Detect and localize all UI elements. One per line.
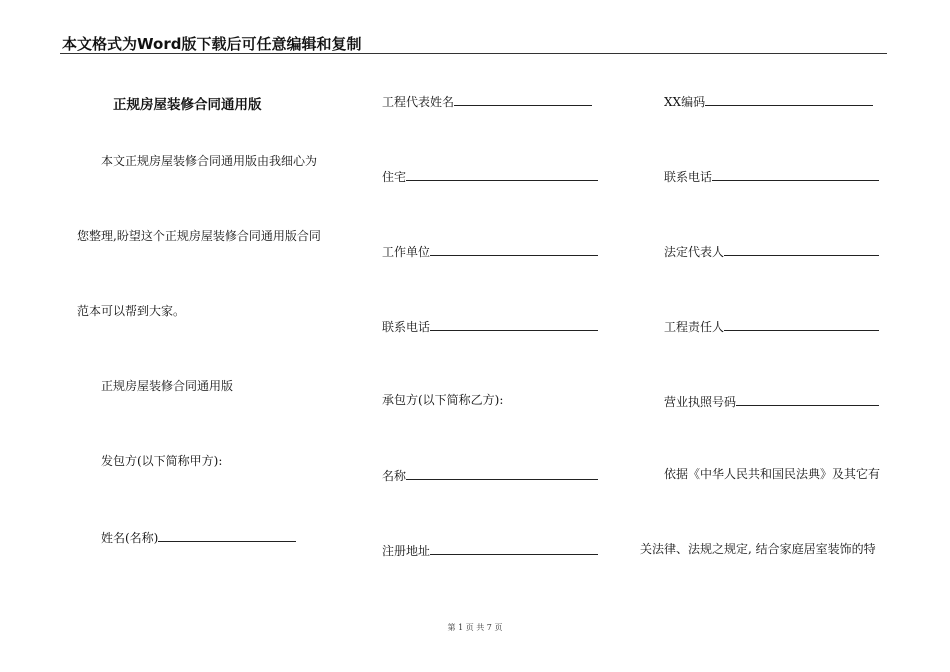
field-label: 注册地址 (382, 544, 431, 558)
field-label: XX编码 (664, 95, 706, 109)
work-unit-field (382, 243, 598, 259)
fill-in-line (430, 318, 598, 331)
intro-line-3: 范本可以帮到大家。 (77, 304, 186, 318)
residence-field (382, 168, 598, 184)
field-label: 住宅 (382, 170, 407, 184)
field-label: 联系电话 (382, 320, 431, 334)
postcode-field (664, 93, 873, 109)
fill-in-line (430, 542, 598, 555)
party-a-name-field (101, 529, 296, 545)
intro-line-2: 您整理,盼望这个正规房屋装修合同通用版合同 (77, 229, 321, 243)
download-banner: 本文格式为Word版下载后可任意编辑和复制 (62, 35, 362, 53)
intro-line-1: 本文正规房屋装修合同通用版由我细心为 (101, 154, 318, 168)
fill-in-line (724, 243, 879, 256)
law-text-line-1: 依据《中华人民共和国民法典》及其它有 (664, 467, 881, 481)
field-label: 法定代表人 (664, 245, 725, 259)
party-b-name-field (382, 467, 598, 483)
field-label: 联系电话 (664, 170, 713, 184)
field-label: 工程代表姓名 (382, 95, 455, 109)
document-title: 正规房屋装修合同通用版 (113, 97, 262, 113)
fill-in-line (406, 168, 598, 181)
contract-subtitle: 正规房屋装修合同通用版 (101, 379, 234, 393)
field-label: 姓名(名称) (101, 531, 159, 545)
fill-in-line (736, 393, 879, 406)
fill-in-line (406, 467, 598, 480)
fill-in-line (430, 243, 598, 256)
party-b-heading: 承包方(以下简称乙方): (382, 393, 504, 407)
fill-in-line (705, 93, 873, 106)
law-text-line-2: 关法律、法规之规定, 结合家庭居室装饰的特 (640, 542, 876, 556)
party-a-heading: 发包方(以下简称甲方): (101, 454, 223, 468)
license-no-field (664, 393, 879, 409)
project-manager-field (664, 318, 879, 334)
field-label: 工作单位 (382, 245, 431, 259)
field-label: 营业执照号码 (664, 395, 737, 409)
header-divider (60, 53, 887, 54)
phone-field-a (382, 318, 598, 334)
phone-field-b (664, 168, 879, 184)
fill-in-line (158, 529, 296, 542)
fill-in-line (712, 168, 879, 181)
page-number: 第 1 页 共 7 页 (447, 623, 503, 632)
field-label: 名称 (382, 469, 407, 483)
reg-address-field (382, 542, 598, 558)
legal-rep-field (664, 243, 879, 259)
fill-in-line (454, 93, 592, 106)
field-label: 工程责任人 (664, 320, 725, 334)
fill-in-line (724, 318, 879, 331)
rep-name-field (382, 93, 592, 109)
